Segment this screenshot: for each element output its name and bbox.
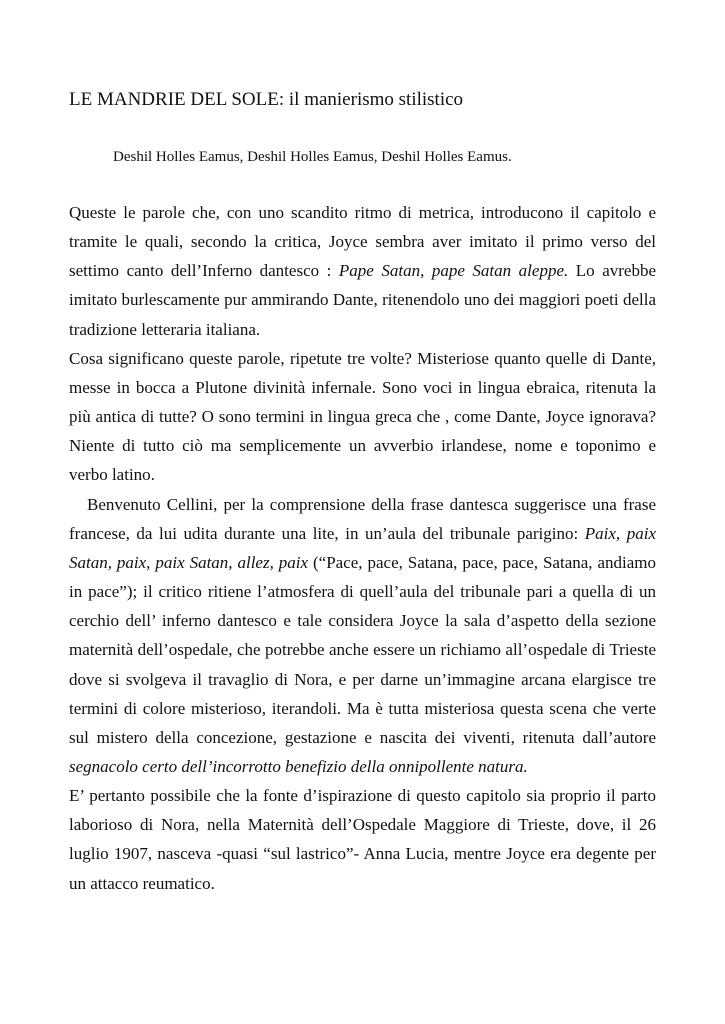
italic-quote: Pape Satan, pape Satan aleppe. (338, 261, 569, 281)
document-body (69, 198, 656, 898)
body-paragraph (69, 781, 656, 898)
paragraph-text: Lo avrebbe imitato burlescamente pur ammirando Dante, ritenendolo uno dei maggiori poeti della tradizione letteraria italiana. (69, 261, 656, 339)
paragraph-text: E’ pertanto possibile che la fonte d’ispirazione di questo capitolo sia proprio il parto laborioso di Nora, nella Maternità dell’Ospedale Maggiore di Trieste, dove, il 26 luglio 1907, nasceva -quasi “sul lastrico”- Anna Lucia, mentre Joyce era degente per un attacco reumatico. (69, 786, 656, 893)
body-paragraph (69, 344, 656, 490)
paragraph-text: Queste le parole che, con uno scandito ritmo di metrica, introducono il capitolo e tramite le quali, secondo la critica, Joyce sembra aver imitato il primo verso del settimo canto dell’Inferno dantesco : (69, 203, 656, 281)
paragraph-text: (“Pace, pace, Satana, pace, pace, Satana, andiamo in pace”); il critico ritiene l’atmosfera di quell’aula del tribunale pari a quella di un cerchio dell’ inferno dantesco e tale considera Joyce la sala d’aspetto della sezione maternità dell’ospedale, che potrebbe anche essere un richiamo all’ospedale di Trieste dove si svolgeva il travaglio di Nora, e per darne un’immagine arcana elargisce tre termini di colore misterioso, iterandoli. Ma è tutta misteriosa questa scena che verte sul mistero della concezione, gestazione e nascita dei viventi, ritenuta dall’autore (69, 552, 657, 747)
body-paragraph (69, 490, 656, 782)
italic-quote: Paix, paix Satan, paix, paix Satan, allez, paix (69, 523, 657, 572)
document-authors: Deshil Holles Eamus, Deshil Holles Eamus, Deshil Holles Eamus. (113, 149, 512, 165)
paragraph-text: Benvenuto Cellini, per la comprensione della frase dantesca suggerisce una frase francese, da lui udita durante una lite, in un’aula del tribunale parigino: (69, 494, 656, 543)
paragraph-text: Cosa significano queste parole, ripetute tre volte? Misteriose quanto quelle di Dante, messe in bocca a Plutone divinità infernale. Sono voci in lingua ebraica, ritenuta la più antica di tutte? O sono termini in lingua greca che , come Dante, Joyce ignorava? Niente di tutto ciò ma semplicemente un avverbio irlandese, nome e toponimo e verbo latino. (69, 348, 656, 485)
document-title: LE MANDRIE DEL SOLE: il manierismo stilistico (69, 89, 464, 110)
body-paragraph (69, 198, 656, 344)
italic-quote: segnacolo certo dell’incorrotto benefizio della onnipollente natura. (69, 756, 528, 776)
